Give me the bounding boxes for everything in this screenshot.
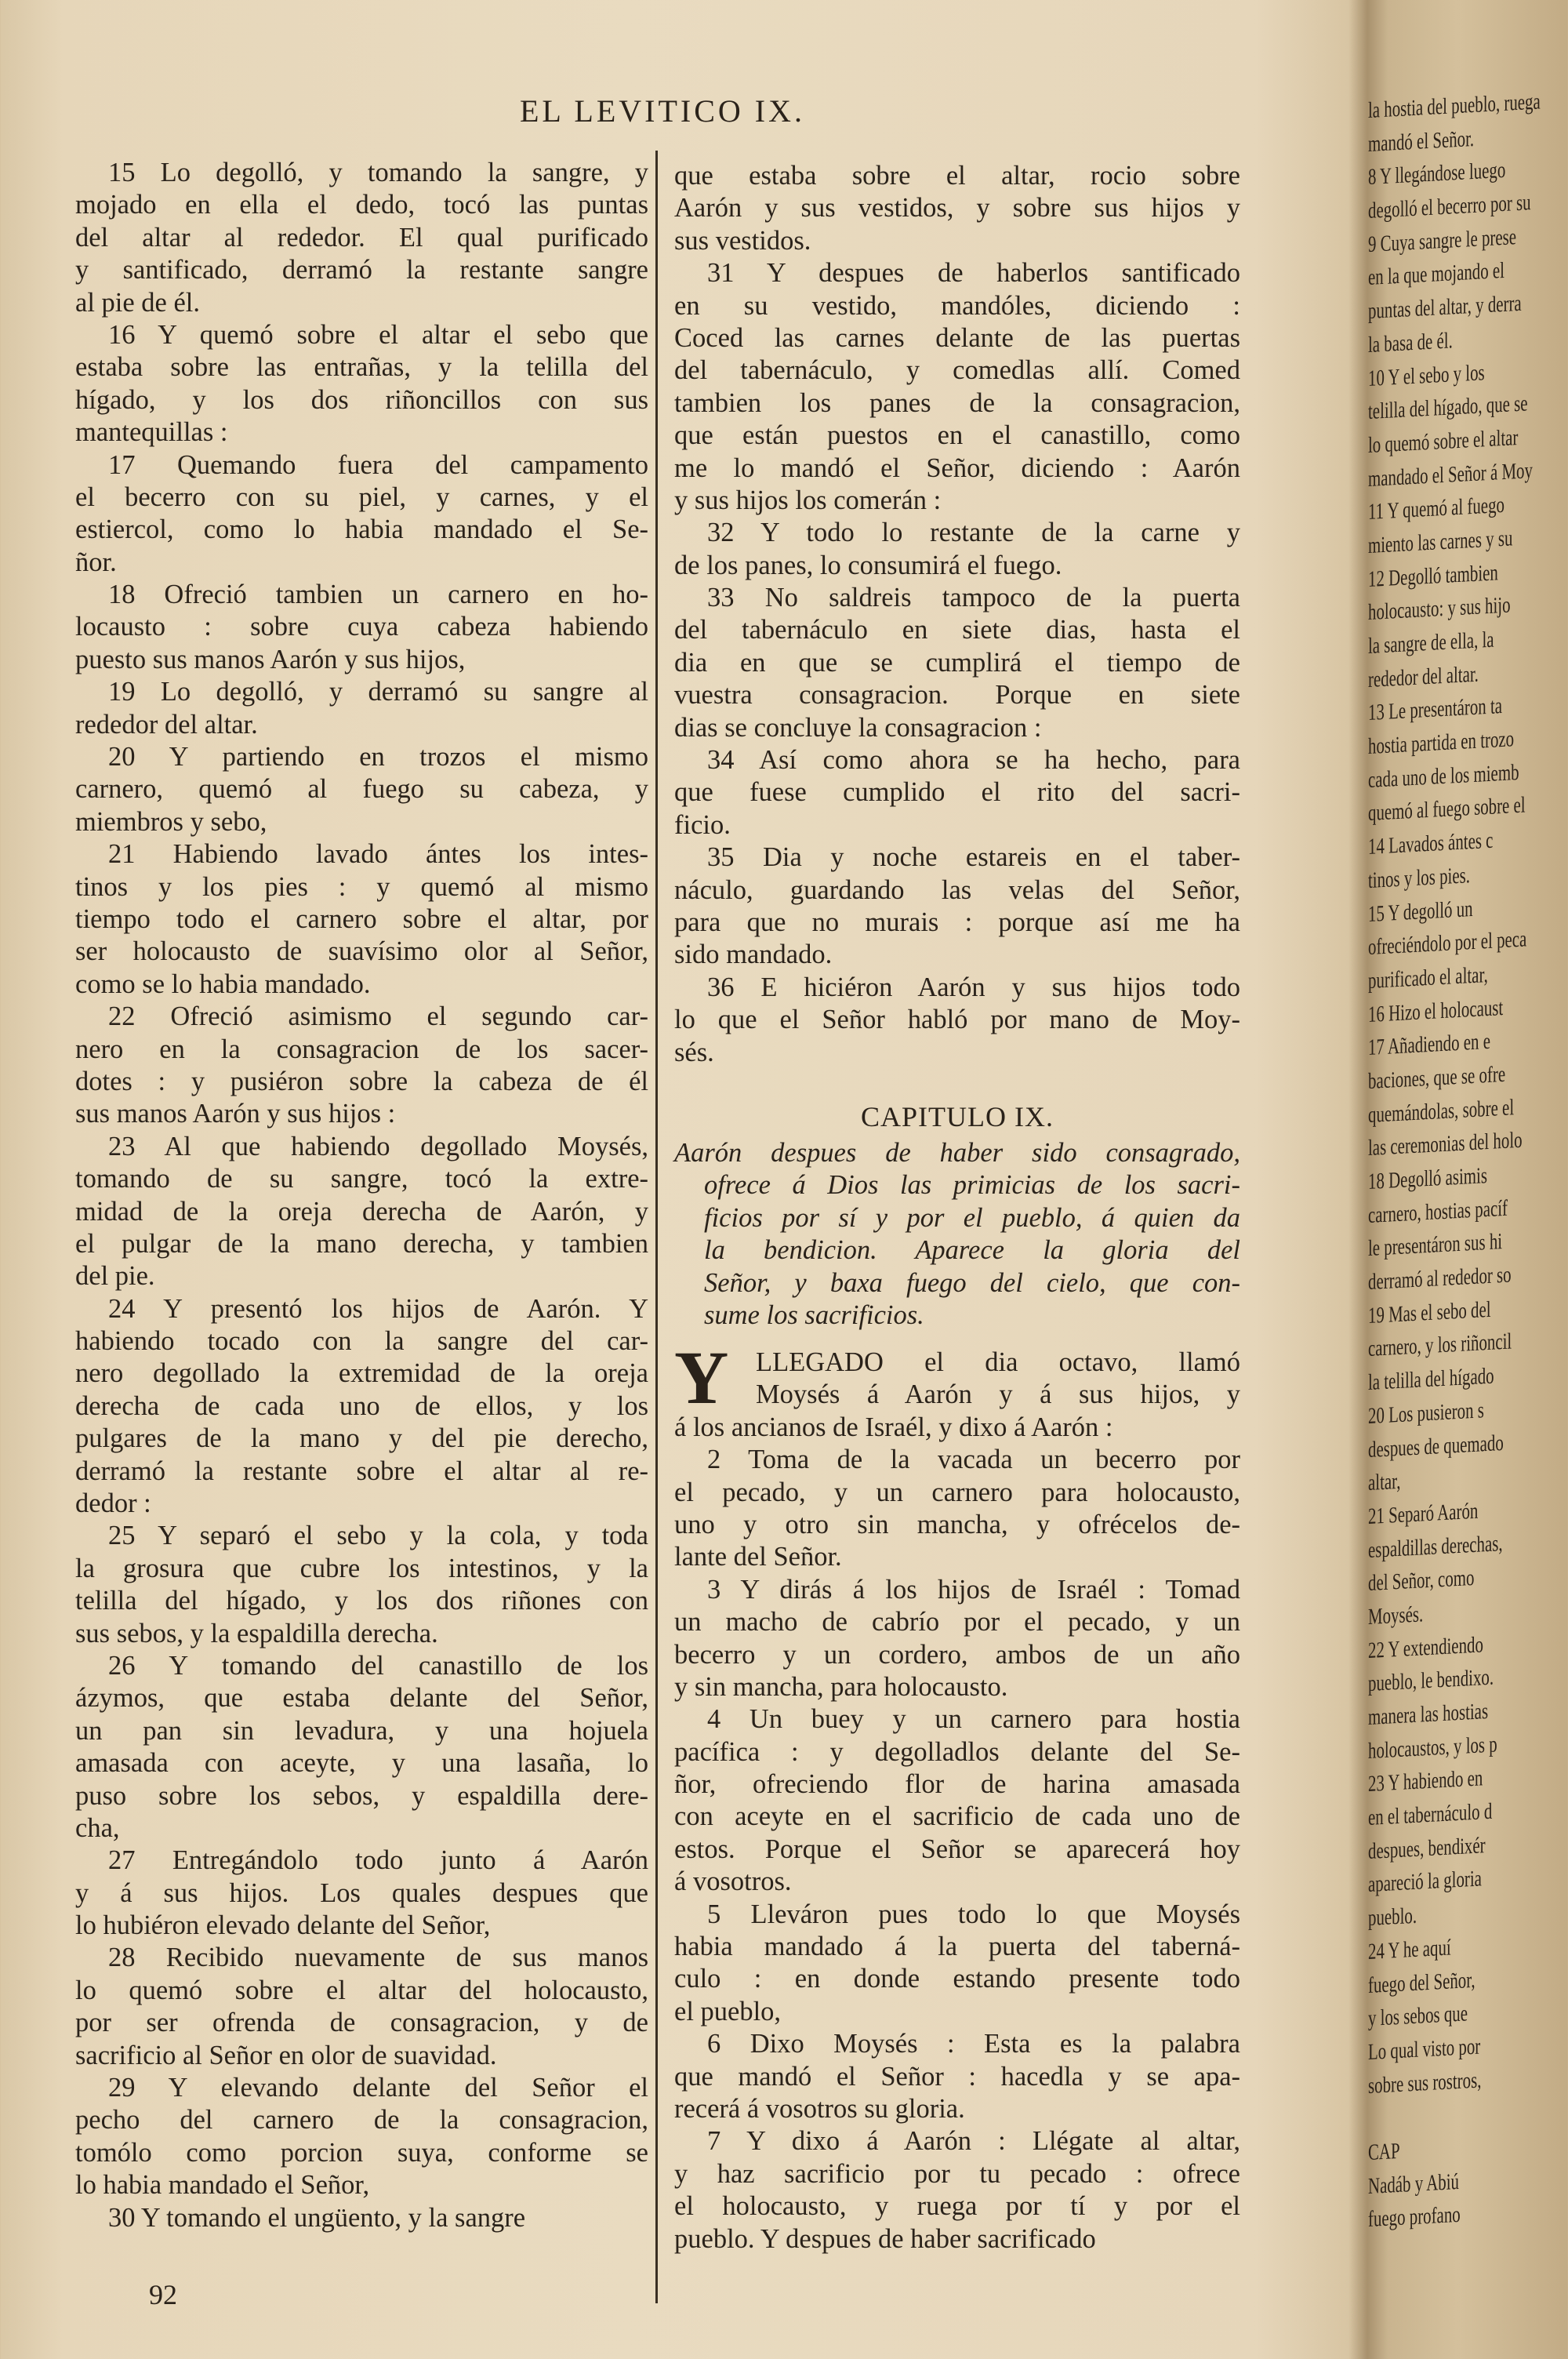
text-line: del pie. xyxy=(75,1261,155,1292)
text-line: manera las hostias xyxy=(1368,1698,1489,1730)
text-line: CAP xyxy=(1368,2138,1400,2165)
text-line: 35 Dia y noche estareis en el taber- xyxy=(707,842,1240,873)
text-line: 17 Quemando fuera del campamento xyxy=(108,449,648,480)
column-divider xyxy=(655,151,658,2303)
text-line: la telilla del hígado xyxy=(1368,1363,1494,1396)
text-line: rededor del altar. xyxy=(1368,661,1479,692)
text-line: 18 Degolló asimis xyxy=(1368,1163,1487,1194)
chapter-heading: CAPITULO IX. xyxy=(861,1101,1054,1132)
text-line: Señor, y baxa fuego del cielo, que con- xyxy=(704,1267,1240,1298)
text-line: ofrece á Dios las primicias de los sacri- xyxy=(704,1170,1240,1201)
text-line: altar, xyxy=(1368,1469,1401,1496)
text-line: despues, bendixér xyxy=(1368,1832,1486,1864)
text-line: 26 Y tomando del canastillo de los xyxy=(108,1650,648,1681)
verse-paragraph xyxy=(674,2125,1240,2255)
text-line: sés. xyxy=(674,1037,714,1067)
verse-paragraph xyxy=(75,1942,648,2072)
text-line: tomando de su sangre, tocó la extre- xyxy=(75,1164,648,1194)
text-line: 32 Y todo lo restante de la carne y xyxy=(707,518,1240,548)
text-line: culo : en donde estando presente todo xyxy=(674,1964,1240,1994)
text-line: que estaba sobre el altar, rocio sobre xyxy=(674,161,1240,191)
text-line: despues de quemado xyxy=(1368,1430,1504,1463)
text-line: con aceyte en el sacrificio de cada uno de xyxy=(674,1801,1240,1832)
text-line: tiempo todo el carnero sobre el altar, por xyxy=(75,903,648,934)
verse-paragraph xyxy=(674,972,1240,1069)
text-line: las ceremonias del holo xyxy=(1368,1128,1523,1161)
text-line: Moysés. xyxy=(1368,1601,1424,1630)
text-line: sus manos Aarón y sus hijos : xyxy=(75,1099,396,1129)
text-line: Aarón y sus vestidos, y sobre sus hijos y xyxy=(674,193,1240,224)
text-line: 14 Lavados ántes c xyxy=(1368,827,1494,860)
text-line: 6 Dixo Moysés : Esta es la palabra xyxy=(707,2029,1240,2059)
text-line: en el tabernáculo d xyxy=(1368,1798,1493,1831)
text-line: 19 Mas el sebo del xyxy=(1368,1296,1491,1329)
text-line: holocausto: y sus hijo xyxy=(1368,592,1511,626)
text-line: lo hubiéron elevado delante del Señor, xyxy=(75,1910,491,1941)
text-line: 15 Lo degolló, y tomando la sangre, y xyxy=(108,158,648,187)
text-line: que fuese cumplido el rito del sacri- xyxy=(674,777,1240,808)
text-line: 19 Lo degolló, y derramó su sangre al xyxy=(108,677,648,707)
text-line: mojado en ella el dedo, tocó las puntas xyxy=(75,190,648,220)
verse-paragraph xyxy=(75,1845,648,1942)
text-line: carnero, hostias pacíf xyxy=(1368,1195,1508,1228)
text-line: carnero, quemó al fuego su cabeza, y xyxy=(75,774,648,805)
text-line: del tabernáculo, y comedlas allí. Comed xyxy=(674,355,1240,386)
text-line: amasada con aceyte, y una lasaña, lo xyxy=(75,1748,648,1779)
facing-page-fragment xyxy=(1368,82,1568,2353)
text-line: sido mandado. xyxy=(674,940,833,970)
verse-paragraph xyxy=(674,1574,1240,1704)
text-line: 34 Así como ahora se ha hecho, para xyxy=(707,745,1240,776)
text-line: tomólo como porcion suya, conforme se xyxy=(75,2137,648,2168)
text-line: Moysés á Aarón y á sus hijos, y xyxy=(756,1379,1240,1410)
verse-paragraph xyxy=(75,319,648,449)
text-line: 12 Degolló tambien xyxy=(1368,559,1498,592)
text-line: espaldillas derechas, xyxy=(1368,1530,1503,1563)
text-line: 15 Y degolló un xyxy=(1368,896,1473,927)
text-line: náculo, guardando las velas del Señor, xyxy=(674,874,1240,905)
text-line: sacrificio al Señor en olor de suavidad. xyxy=(75,2040,497,2070)
text-line: me lo mandó el Señor, diciendo : Aarón xyxy=(674,453,1240,483)
text-line: puesto sus manos Aarón y sus hijos, xyxy=(75,644,466,674)
text-line: lante del Señor. xyxy=(674,1542,842,1572)
text-line: 25 Y separó el sebo y la cola, y toda xyxy=(108,1521,648,1551)
text-line: 27 Entregándolo todo junto á Aarón xyxy=(108,1845,648,1876)
text-line: rededor del altar. xyxy=(75,709,258,740)
text-line: mantequillas : xyxy=(75,417,228,448)
text-line: 24 Y he aquí xyxy=(1368,1935,1451,1965)
verse-paragraph xyxy=(75,2202,648,2234)
text-line: la basa de él. xyxy=(1368,328,1453,358)
text-line: becerro y un cordero, ambos de un año xyxy=(674,1639,1240,1670)
text-line: degolló el becerro por su xyxy=(1368,190,1531,224)
text-line: 8 Y llegándose luego xyxy=(1368,158,1506,191)
right-column-chapter-viii-end xyxy=(674,160,1240,1069)
verse-paragraph xyxy=(75,838,648,1001)
text-line: purificado el altar, xyxy=(1368,961,1488,994)
text-line: ficio. xyxy=(674,809,731,840)
text-line: 3 Y dirás á los hijos de Israél : Tomad xyxy=(707,1574,1240,1605)
text-line: lo habia mandado el Señor, xyxy=(75,2170,370,2201)
text-line: y haz sacrificio por tu pecado : ofrece xyxy=(674,2158,1240,2189)
text-line: cada uno de los miemb xyxy=(1368,759,1519,793)
verse-paragraph xyxy=(674,841,1240,972)
text-line: telilla del hígado, que se xyxy=(1368,391,1528,425)
text-line: que están puestos en el canastillo, como xyxy=(674,420,1240,451)
text-line: 13 Le presentáron ta xyxy=(1368,693,1503,726)
text-line: puntas del altar, y derra xyxy=(1368,290,1522,325)
verse-paragraph xyxy=(674,1703,1240,1898)
verse-paragraph xyxy=(75,1293,648,1521)
text-line: la grosura que cubre los intestinos, y la xyxy=(75,1553,648,1583)
text-line: 20 Los pusieron s xyxy=(1368,1398,1484,1429)
text-line: 33 No saldreis tampoco de la puerta xyxy=(707,583,1240,613)
verse-paragraph xyxy=(75,741,648,838)
text-line: hostia partida en trozo xyxy=(1368,726,1515,760)
text-line: 23 Y habiendo en xyxy=(1368,1765,1483,1797)
text-line: y santificado, derramó la restante sangre xyxy=(75,255,648,285)
running-header: EL LEVITICO IX. xyxy=(520,93,805,129)
left-column xyxy=(75,157,648,2234)
text-line: hígado, y los dos riñoncillos con sus xyxy=(75,384,648,415)
text-line: 9 Cuya sangre le prese xyxy=(1368,224,1517,257)
verse-paragraph xyxy=(75,1650,648,1845)
text-line: locausto : sobre cuya cabeza habiendo xyxy=(75,612,648,642)
text-line: lo que el Señor habló por mano de Moy- xyxy=(674,1005,1240,1035)
text-line: miembros y sebo, xyxy=(75,806,267,837)
text-line: 29 Y elevando delante del Señor el xyxy=(108,2073,648,2103)
text-line: Coced las carnes delante de las puertas xyxy=(674,322,1240,353)
text-line: fuego profano xyxy=(1368,2202,1461,2233)
text-line: midad de la oreja derecha de Aarón, y xyxy=(75,1196,648,1227)
text-line: sobre sus rostros, xyxy=(1368,2066,1482,2099)
text-line: mandó el Señor. xyxy=(1368,125,1475,157)
text-line: la hostia del pueblo, ruega xyxy=(1368,89,1541,123)
right-column-chapter-ix xyxy=(674,1347,1240,2255)
text-line: como se lo habia mandado. xyxy=(75,969,371,999)
text-line: baciones, que se ofre xyxy=(1368,1061,1506,1094)
text-line: derramó la restante sobre el altar al re- xyxy=(75,1456,648,1486)
text-line: le presentáron sus hi xyxy=(1368,1229,1503,1262)
text-line: telilla del hígado, y los dos riñones con xyxy=(75,1586,648,1616)
text-line: 10 Y el sebo y los xyxy=(1368,359,1485,391)
text-line: 30 Y tomando el ungüento, y la sangre xyxy=(108,2202,526,2233)
verse-paragraph xyxy=(75,2072,648,2202)
text-line: lo quemó sobre el altar xyxy=(1368,424,1519,458)
verse-paragraph xyxy=(674,160,1240,257)
text-line: habiendo tocado con la sangre del car- xyxy=(75,1326,648,1357)
text-line: el holocausto, y ruega por tí y por el xyxy=(674,2191,1240,2222)
verse-paragraph xyxy=(674,582,1240,744)
text-line: LLEGADO el dia octavo, llamó xyxy=(756,1347,1240,1377)
text-line: cha, xyxy=(75,1812,120,1843)
text-line: la bendicion. Aparece la gloria del xyxy=(704,1235,1240,1266)
text-line: 5 Lleváron pues todo lo que Moysés xyxy=(707,1899,1240,1929)
text-line: ofreciéndolo por el peca xyxy=(1368,926,1527,961)
text-line: holocaustos, y los p xyxy=(1368,1732,1497,1764)
text-line: estos. Porque el Señor se aparecerá hoy xyxy=(674,1834,1240,1864)
verse-paragraph xyxy=(674,257,1240,517)
text-line: el pecado, y un carnero para holocausto, xyxy=(674,1477,1240,1507)
text-line: y sin mancha, para holocausto. xyxy=(674,1671,1008,1702)
text-line: 24 Y presentó los hijos de Aarón. Y xyxy=(108,1293,648,1324)
text-line: nero degollado la extremidad de la oreja xyxy=(75,1358,648,1389)
text-line: pacífica : y degolladlos delante del Se- xyxy=(674,1736,1240,1767)
text-line: estaba sobre las entrañas, y la telilla del xyxy=(75,352,648,383)
text-line: 28 Recibido nuevamente de sus manos xyxy=(108,1943,648,1973)
text-line: nero en la consagracion de los sacer- xyxy=(75,1034,648,1064)
text-line: recerá á vosotros su gloria. xyxy=(674,2093,965,2124)
text-line: en la que mojando el xyxy=(1368,258,1504,291)
text-line: un pan sin levadura, y una hojuela xyxy=(75,1715,648,1746)
text-line: 21 Separó Aarón xyxy=(1368,1498,1479,1529)
text-line: 2 Toma de la vacada un becerro por xyxy=(707,1445,1240,1475)
text-line: 16 Hizo el holocaust xyxy=(1368,994,1504,1027)
text-line: 20 Y partiendo en trozos el mismo xyxy=(108,742,648,772)
text-line: que mandó el Señor : hacedla y se apa- xyxy=(674,2061,1240,2092)
text-line: sus vestidos. xyxy=(674,225,811,256)
text-line: 17 Añadiendo en e xyxy=(1368,1029,1490,1061)
text-line: y á sus hijos. Los quales despues que xyxy=(75,1877,648,1908)
text-line: 16 Y quemó sobre el altar el sebo que xyxy=(108,319,648,350)
verse-paragraph xyxy=(75,579,648,676)
verse-paragraph xyxy=(75,1520,648,1650)
text-line: quemó al fuego sobre el xyxy=(1368,792,1526,827)
text-line: habia mandado á la puerta del taberná- xyxy=(674,1932,1240,1962)
text-line: Nadáb y Abiú xyxy=(1368,2168,1459,2199)
text-line: y sus hijos los comerán : xyxy=(674,485,942,515)
text-line: pueblo, le bendixo. xyxy=(1368,1664,1494,1697)
text-line: 18 Ofreció tambien un carnero en ho- xyxy=(108,580,648,610)
verse-paragraph xyxy=(674,1347,1240,1444)
text-line: derecha de cada uno de ellos, y los xyxy=(75,1390,648,1421)
drop-cap: Y xyxy=(674,1336,729,1419)
text-line: 7 Y dixo á Aarón : Llégate al altar, xyxy=(707,2126,1240,2157)
text-line: dia en que se cumplirá el tiempo de xyxy=(674,647,1240,678)
text-line: pueblo. xyxy=(1368,1903,1417,1932)
verse-paragraph xyxy=(674,517,1240,582)
text-line: un macho de cabrío por el pecado, y un xyxy=(674,1607,1240,1637)
text-line: ficios por sí y por el pueblo, á quien da xyxy=(704,1202,1240,1233)
text-line: para que no murais : porque así me ha xyxy=(674,907,1240,937)
text-line: del tabernáculo en siete dias, hasta el xyxy=(674,615,1240,645)
text-line: ser holocausto de suavísimo olor al Señor, xyxy=(75,936,648,967)
text-line: ñor, ofreciendo flor de harina amasada xyxy=(674,1769,1240,1800)
verse-paragraph xyxy=(674,2028,1240,2125)
text-line: fuego del Señor, xyxy=(1368,1967,1475,1998)
text-line: 4 Un buey y un carnero para hostia xyxy=(707,1704,1240,1735)
text-line: á los ancianos de Israél, y dixo á Aarón : xyxy=(674,1412,1113,1442)
text-line: pulgares de la mano y del pie derecho, xyxy=(75,1423,648,1454)
verse-paragraph xyxy=(75,1001,648,1131)
text-line: 22 Y extendiendo xyxy=(1368,1631,1483,1663)
text-line: estiercol, como lo habia mandado el Se- xyxy=(75,514,648,545)
text-line: carnero, y los riñoncil xyxy=(1368,1329,1512,1362)
text-line: lo quemó sobre el altar del holocausto, xyxy=(75,1975,648,2005)
text-line: pueblo. Y despues de haber sacrificado xyxy=(674,2223,1096,2254)
verse-paragraph xyxy=(75,676,648,741)
text-line: 21 Habiendo lavado ántes los intes- xyxy=(108,839,648,870)
text-line: uno y otro sin mancha, y ofrécelos de- xyxy=(674,1509,1240,1539)
page-number: 92 xyxy=(149,2279,177,2310)
text-line: Aarón despues de haber sido consagrado, xyxy=(674,1138,1240,1168)
text-line: ázymos, que estaba delante del Señor, xyxy=(75,1683,648,1714)
text-line: tinos y los pies : y quemó al mismo xyxy=(75,871,648,902)
text-line: 23 Al que habiendo degollado Moysés, xyxy=(108,1131,648,1161)
text-line: mandado el Señor á Moy xyxy=(1368,457,1533,492)
text-line: 36 E hiciéron Aarón y sus hijos todo xyxy=(707,972,1240,1002)
verse-paragraph xyxy=(75,1131,648,1293)
text-line: apareció la gloria xyxy=(1368,1866,1482,1898)
text-line: dedor : xyxy=(75,1488,151,1519)
text-line: tinos y los pies. xyxy=(1368,863,1470,893)
text-line: derramó al rededor so xyxy=(1368,1262,1512,1296)
verse-paragraph xyxy=(75,449,648,580)
text-line: el pulgar de la mano derecha, y tambien xyxy=(75,1228,648,1259)
text-line: á vosotros. xyxy=(674,1866,792,1897)
verse-paragraph xyxy=(75,157,648,319)
text-line: del Señor, como xyxy=(1368,1565,1475,1597)
text-line: y los sebos que xyxy=(1368,2001,1468,2032)
text-line: quemándolas, sobre el xyxy=(1368,1094,1515,1128)
text-line: el pueblo, xyxy=(674,1996,782,2026)
text-line: dotes : y pusiéron sobre la cabeza de él xyxy=(75,1066,648,1096)
text-line: del altar al rededor. El qual purificado xyxy=(75,222,648,253)
text-line: pecho del carnero de la consagracion, xyxy=(75,2105,648,2135)
text-line: 31 Y despues de haberlos santificado xyxy=(707,258,1240,289)
verse-paragraph xyxy=(674,1899,1240,2029)
text-line: 11 Y quemó al fuego xyxy=(1368,493,1504,525)
verse-paragraph xyxy=(674,744,1240,841)
text-line: tambien los panes de la consagracion, xyxy=(674,387,1240,418)
text-line: dias se concluye la consagracion : xyxy=(674,712,1042,743)
text-line: al pie de él. xyxy=(75,287,201,318)
text-line: de los panes, lo consumirá el fuego. xyxy=(674,550,1062,580)
text-line: en su vestido, mandóles, diciendo : xyxy=(674,290,1240,321)
text-line: Lo qual visto por xyxy=(1368,2034,1481,2065)
text-line: vuestra consagracion. Porque en siete xyxy=(674,680,1240,711)
text-line: miento las carnes y su xyxy=(1368,525,1513,558)
text-line: puso sobre los sebos, y espaldilla dere- xyxy=(75,1780,648,1811)
text-line: el becerro con su piel, y carnes, y el xyxy=(75,482,648,512)
text-line: la sangre de ella, la xyxy=(1368,627,1494,659)
chapter-summary xyxy=(674,1137,1240,1332)
text-line: sus sebos, y la espaldilla derecha. xyxy=(75,1618,438,1648)
verse-paragraph xyxy=(674,1444,1240,1574)
text-line: 22 Ofreció asimismo el segundo car- xyxy=(108,1001,648,1032)
text-line: ñor. xyxy=(75,547,117,577)
text-line: sume los sacrificios. xyxy=(704,1299,924,1330)
text-line: por ser ofrenda de consagracion, y de xyxy=(75,2008,648,2038)
